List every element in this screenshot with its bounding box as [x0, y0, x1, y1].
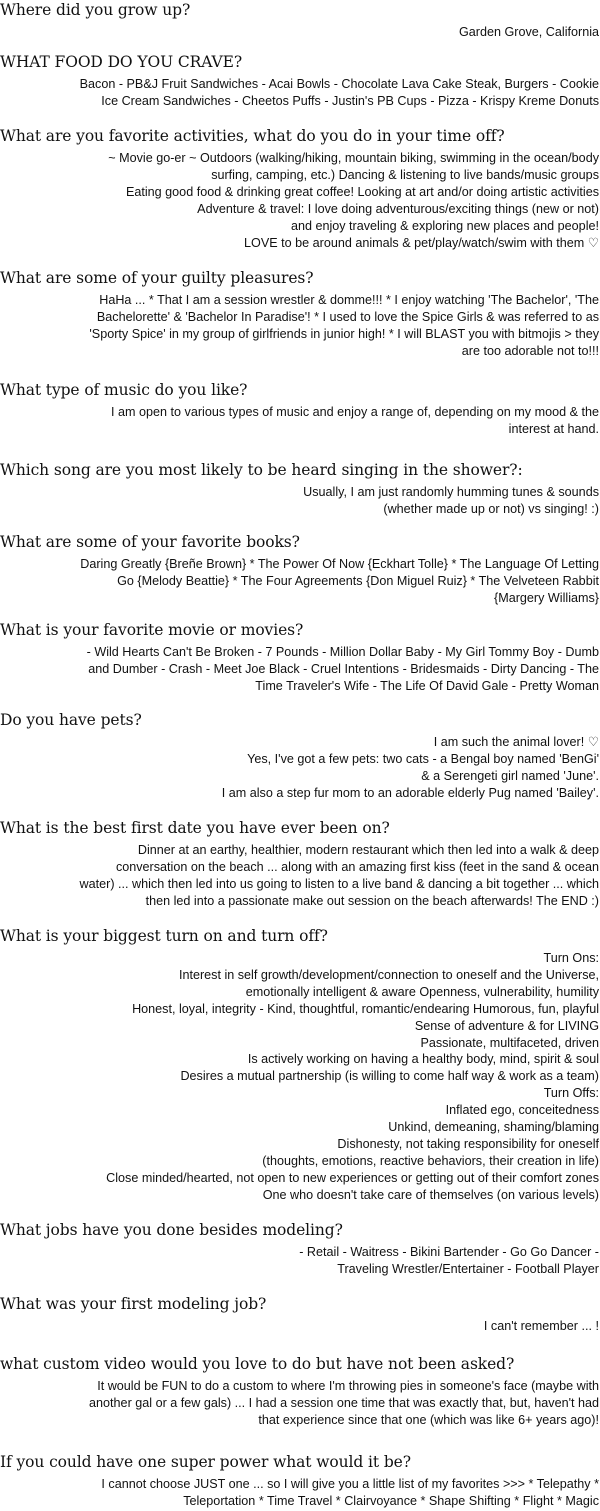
answer-line: Daring Greatly {Breñe Brown} * The Power Of Now {Eckhart Tolle} * The Language Of Letting [80, 557, 599, 571]
answer-line: Turn Offs: [543, 1086, 599, 1101]
answer-line: Close minded/hearted, not open to new experiences or getting out of their comfort zones [106, 1170, 599, 1185]
answer-line: Is actively working on having a healthy body, mind, spirit & soul [247, 1052, 599, 1067]
answer-line: I cannot choose JUST one ... so I will give you a little list of my favorites >>> * Telepathy * [101, 1477, 599, 1491]
answer-line: Usually, I am just randomly humming tunes & sounds [303, 485, 599, 499]
faq-question: What are some of your favorite books? [0, 533, 300, 551]
faq-item [0, 52, 600, 110]
faq-answer [0, 644, 600, 695]
answer-line: I am open to various types of music and enjoy a range of, depending on my mood & the [111, 405, 599, 419]
answer-line: Unkind, demeaning, shaming/blaming [388, 1120, 599, 1135]
faq-answer [0, 404, 600, 438]
answer-line: Bacon - PB&J Fruit Sandwiches - Acai Bowls - Chocolate Lava Cake Steak, Burgers - Cookie [79, 77, 599, 91]
answer-line: Inflated ego, conceitedness [445, 1103, 599, 1118]
answer-line: another gal or a few gals) ... I had a session one time that was exactly that, but, haven't had [89, 1395, 599, 1410]
faq-answer [0, 24, 600, 41]
faq-answer [0, 1476, 600, 1510]
answer-line: {Margery Williams} [494, 590, 599, 605]
faq-answer [0, 150, 600, 251]
answer-line: It would be FUN to do a custom to where I'm throwing pies in someone's face (maybe with [97, 1379, 599, 1393]
faq-question: Where did you grow up? [0, 1, 191, 19]
answer-line: Ice Cream Sandwiches - Cheetos Puffs - Justin's PB Cups - Pizza - Krispy Kreme Donuts [101, 93, 599, 108]
answer-line: Eating good food & drinking great coffee! Looking at art and/or doing artistic activities [125, 184, 599, 199]
faq-answer [0, 484, 600, 518]
faq-item [0, 818, 600, 910]
faq-answer [0, 1318, 600, 1335]
answer-line: Interest in self growth/development/connection to oneself and the Universe, [178, 967, 599, 982]
answer-line: Bachelorette' & 'Bachelor In Paradise'! * I used to love the Spice Girls & was referred to as [96, 309, 599, 324]
answer-line: Teleportation * Time Travel * Clairvoyance * Shape Shifting * Flight * Magic [183, 1493, 599, 1508]
answer-line: conversation on the beach ... along with an amazing first kiss (feet in the sand & ocean [115, 859, 599, 874]
faq-question: What is your biggest turn on and turn off? [0, 927, 328, 945]
faq-item [0, 926, 600, 1204]
faq-item [0, 1354, 600, 1429]
faq-item [0, 1220, 600, 1278]
answer-line: interest at hand. [508, 421, 599, 436]
faq-answer [0, 292, 600, 360]
answer-line: - Wild Hearts Can't Be Broken - 7 Pounds - Million Dollar Baby - My Girl Tommy Boy - Dumb [86, 645, 599, 659]
faq-question: What jobs have you done besides modeling? [0, 1221, 343, 1239]
faq-question: What was your first modeling job? [0, 1295, 267, 1313]
faq-question: WHAT FOOD DO YOU CRAVE? [0, 53, 243, 71]
answer-line: I am such the animal lover! ♡ [433, 735, 599, 749]
faq-item [0, 380, 600, 438]
faq-item [0, 0, 600, 41]
answer-line: that experience since that one (which was like 6+ years ago)! [258, 1412, 599, 1427]
faq-question: Which song are you most likely to be heard singing in the shower?: [0, 461, 523, 479]
faq-answer [0, 1378, 600, 1429]
answer-line: Dishonesty, not taking responsibility for oneself [337, 1136, 599, 1151]
faq-item [0, 460, 600, 518]
answer-line: Garden Grove, California [459, 25, 599, 39]
answer-line: Turn Ons: [543, 951, 599, 965]
answer-line: surfing, camping, etc.) Dancing & listening to live bands/music groups [211, 167, 599, 182]
faq-question: What are you favorite activities, what do you do in your time off? [0, 127, 505, 145]
faq-item [0, 710, 600, 802]
faq-item [0, 620, 600, 695]
faq-question: What are some of your guilty pleasures? [0, 269, 314, 287]
answer-line: (thoughts, emotions, reactive behaviors, their creation in life) [262, 1153, 599, 1168]
faq-answer [0, 950, 600, 1204]
faq-item [0, 1294, 600, 1335]
answer-line: Dinner at an earthy, healthier, modern restaurant which then led into a walk & deep [137, 843, 599, 857]
answer-line: Desires a mutual partnership (is willing to come half way & work as a team) [180, 1069, 599, 1084]
answer-line: emotionally intelligent & aware Openness, vulnerability, humility [245, 984, 599, 999]
faq-question: what custom video would you love to do but have not been asked? [0, 1355, 515, 1373]
answer-line: ~ Movie go-er ~ Outdoors (walking/hiking, mountain biking, swimming in the ocean/body [108, 151, 599, 165]
answer-line: Time Traveler's Wife - The Life Of David Gale - Pretty Woman [255, 678, 599, 693]
faq-question: What is your favorite movie or movies? [0, 621, 304, 639]
answer-line: then led into a passionate make out session on the beach afterwards! The END :) [145, 893, 599, 908]
faq-answer [0, 556, 600, 607]
answer-line: (whether made up or not) vs singing! :) [383, 501, 599, 516]
faq-question: If you could have one super power what would it be? [0, 1453, 411, 1471]
answer-line: 'Sporty Spice' in my group of girlfriends in junior high! * I will BLAST you with bitmojis > they [89, 326, 599, 341]
faq-question: What type of music do you like? [0, 381, 248, 399]
answer-line: and Dumber - Crash - Meet Joe Black - Cruel Intentions - Bridesmaids - Dirty Dancing - The [88, 661, 599, 676]
answer-line: water) ... which then led into us going to listen to a live band & dancing a bit together ... which [79, 876, 599, 891]
answer-line: Go {Melody Beattie} * The Four Agreements {Don Miguel Ruiz} * The Velveteen Rabbit [117, 573, 599, 588]
answer-line: I can't remember ... ! [483, 1319, 599, 1333]
faq-item [0, 532, 600, 607]
answer-line: Passionate, multifaceted, driven [420, 1035, 599, 1050]
faq-question: Do you have pets? [0, 711, 142, 729]
answer-line: Yes, I've got a few pets: two cats - a Bengal boy named 'BenGi' [247, 751, 599, 766]
answer-line: One who doesn't take care of themselves (on various levels) [262, 1187, 599, 1202]
faq-answer [0, 76, 600, 110]
answer-line: Sense of adventure & for LIVING [414, 1018, 599, 1033]
answer-line: - Retail - Waitress - Bikini Bartender - Go Go Dancer - [299, 1245, 599, 1259]
answer-line: I am also a step fur mom to an adorable elderly Pug named 'Bailey'. [221, 785, 599, 800]
answer-line: and enjoy traveling & exploring new places and people! [290, 218, 599, 233]
answer-line: HaHa ... * That I am a session wrestler & domme!!! * I enjoy watching 'The Bachelor', 'The [99, 293, 599, 307]
answer-line: Honest, loyal, integrity - Kind, thoughtful, romantic/endearing Humorous, fun, playful [132, 1001, 599, 1016]
answer-line: are too adorable not to!!! [461, 343, 599, 358]
faq-item [0, 268, 600, 360]
faq-answer [0, 842, 600, 910]
faq-item [0, 1452, 600, 1510]
faq-question: What is the best first date you have ever been on? [0, 819, 390, 837]
answer-line: LOVE to be around animals & pet/play/watch/swim with them ♡ [244, 235, 599, 250]
faq-answer [0, 734, 600, 802]
answer-line: & a Serengeti girl named 'June'. [421, 768, 599, 783]
faq-item [0, 126, 600, 251]
answer-line: Traveling Wrestler/Entertainer - Football Player [337, 1261, 599, 1276]
faq-answer [0, 1244, 600, 1278]
answer-line: Adventure & travel: I love doing adventurous/exciting things (new or not) [197, 201, 599, 216]
